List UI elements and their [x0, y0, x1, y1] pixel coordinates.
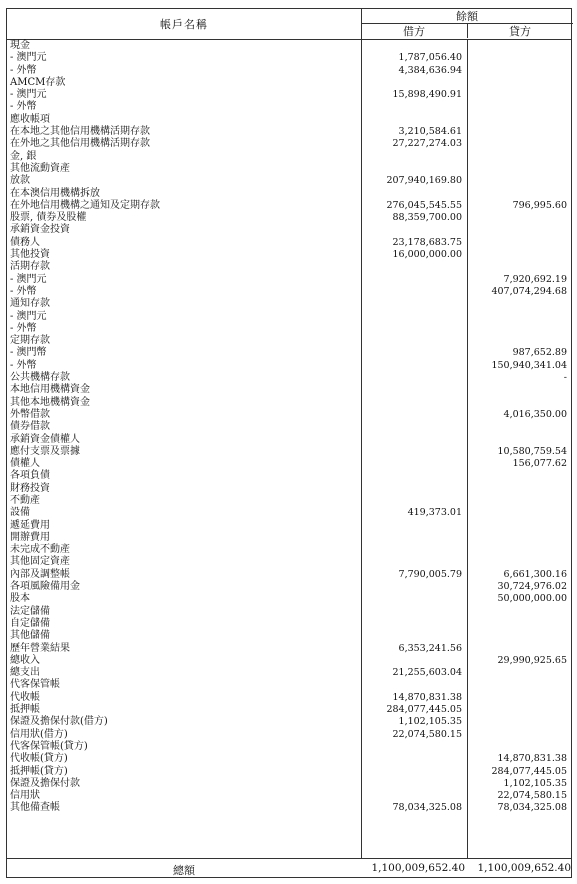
credit-value: 30,724,976.02 — [497, 581, 567, 593]
debit-value: 3,210,584.61 — [398, 126, 462, 138]
credit-value: 1,102,105.35 — [503, 777, 567, 789]
debit-value: 22,074,580.15 — [392, 728, 462, 740]
credit-value: 156,077.62 — [512, 458, 567, 470]
table-row — [7, 753, 571, 765]
table-row — [7, 126, 571, 138]
credit-value: - — [563, 372, 567, 384]
table-row — [7, 114, 571, 126]
table-row — [7, 224, 571, 236]
account-name: 財務投資 — [10, 482, 50, 494]
total-debit: 1,100,009,652.40 — [371, 862, 465, 874]
table-row — [7, 729, 571, 741]
account-name: 設備 — [10, 507, 30, 519]
table-row — [7, 458, 571, 470]
credit-value: 22,074,580.15 — [497, 790, 567, 802]
debit-header: 借方 — [361, 23, 468, 38]
total-row — [7, 858, 571, 880]
table-row — [7, 643, 571, 655]
table-row — [7, 65, 571, 77]
account-name: - 外幣 — [10, 64, 37, 76]
account-name: 應付支票及票據 — [10, 445, 80, 457]
table-row — [7, 446, 571, 458]
table-row — [7, 347, 571, 359]
debit-value: 27,227,274.03 — [392, 138, 462, 150]
credit-header: 貸方 — [509, 24, 531, 38]
account-name: 代收帳 — [10, 691, 40, 703]
table-row — [7, 151, 571, 163]
table-row — [7, 618, 571, 630]
table-row — [7, 409, 571, 421]
account-name: 信用狀 — [10, 790, 40, 802]
credit-value: 987,652.89 — [512, 347, 567, 359]
debit-value: 78,034,325.08 — [392, 802, 462, 814]
account-name: 債權人 — [10, 458, 40, 470]
table-row — [7, 483, 571, 495]
credit-value: 284,077,445.05 — [491, 765, 567, 777]
account-name: 其他儲備 — [10, 630, 50, 642]
table-header — [7, 9, 571, 39]
account-name: 放款 — [10, 175, 30, 187]
account-name: 承銷資金債權人 — [10, 433, 80, 445]
account-name: 代收帳(貸方) — [10, 753, 68, 765]
account-name: - 外幣 — [10, 359, 37, 371]
total-label: 總額 — [173, 864, 195, 877]
account-name: 應收帳項 — [10, 113, 50, 125]
account-name: 遞延費用 — [10, 519, 50, 531]
table-row — [7, 372, 571, 384]
debit-value: 1,787,056.40 — [398, 52, 462, 64]
table-row — [7, 384, 571, 396]
table-row — [7, 323, 571, 335]
account-name: - 澳門元 — [10, 52, 47, 64]
account-name: 股票, 債券及股權 — [10, 212, 87, 224]
account-name: 未完成不動產 — [10, 544, 70, 556]
account-name: 各項負債 — [10, 470, 50, 482]
debit-value: 16,000,000.00 — [392, 249, 462, 261]
table-row — [7, 77, 571, 89]
table-row — [7, 200, 571, 212]
debit-value: 14,870,831.38 — [392, 691, 462, 703]
account-name: 在本澳信用機構拆放 — [10, 187, 100, 199]
account-name: 股本 — [10, 593, 30, 605]
credit-value: 796,995.60 — [512, 199, 567, 211]
table-row — [7, 138, 571, 150]
table-row — [7, 741, 571, 753]
table-row — [7, 298, 571, 310]
account-name: 其他投資 — [10, 249, 50, 261]
table-row — [7, 212, 571, 224]
debit-value: 207,940,169.80 — [386, 175, 462, 187]
account-name: 金, 銀 — [10, 150, 37, 162]
account-name: 在外地信用機構之通知及定期存款 — [10, 199, 160, 211]
table-row — [7, 237, 571, 249]
account-name: 總收入 — [10, 654, 40, 666]
credit-value: 29,990,925.65 — [497, 654, 567, 666]
table-row — [7, 40, 571, 52]
account-name: 其他流動資產 — [10, 162, 70, 174]
credit-value: 50,000,000.00 — [497, 593, 567, 605]
table-row — [7, 630, 571, 642]
debit-value: 6,353,241.56 — [398, 642, 462, 654]
account-name: 保證及擔保付款 — [10, 777, 80, 789]
account-name: 活期存款 — [10, 261, 50, 273]
table-row — [7, 495, 571, 507]
table-row — [7, 89, 571, 101]
table-row — [7, 286, 571, 298]
table-row — [7, 52, 571, 64]
account-name: 本地信用機構資金 — [10, 384, 90, 396]
debit-value: 88,359,700.00 — [392, 212, 462, 224]
table-row — [7, 434, 571, 446]
account-name: 外幣借款 — [10, 408, 50, 420]
account-name: 保證及擔保付款(借方) — [10, 716, 108, 728]
table-row — [7, 311, 571, 323]
table-row — [7, 802, 571, 814]
account-name: 在本地之其他信用機構活期存款 — [10, 126, 150, 138]
account-name: AMCM存款 — [10, 76, 66, 88]
table-row — [7, 593, 571, 605]
table-row — [7, 175, 571, 187]
account-name: 歷年營業結果 — [10, 642, 70, 654]
account-name: - 澳門幣 — [10, 347, 47, 359]
table-row — [7, 397, 571, 409]
balance-header: 餘額 — [361, 9, 573, 24]
table-row — [7, 249, 571, 261]
table-row — [7, 704, 571, 716]
table-row — [7, 470, 571, 482]
table-row — [7, 692, 571, 704]
account-name: 自定儲備 — [10, 617, 50, 629]
table-row — [7, 778, 571, 790]
account-name: 其他備查帳 — [10, 802, 60, 814]
table-row — [7, 581, 571, 593]
credit-value: 78,034,325.08 — [497, 802, 567, 814]
total-credit: 1,100,009,652.40 — [477, 862, 571, 874]
table-row — [7, 716, 571, 728]
credit-value: 407,074,294.68 — [491, 285, 567, 297]
account-name: 現金 — [10, 40, 30, 51]
account-name: - 澳門元 — [10, 273, 47, 285]
debit-value: 1,102,105.35 — [398, 716, 462, 728]
account-name: 信用狀(借方) — [10, 728, 68, 740]
table-row — [7, 606, 571, 618]
table-row — [7, 261, 571, 273]
table-row — [7, 163, 571, 175]
table-row — [7, 790, 571, 802]
account-name: 內部及調整帳 — [10, 568, 70, 580]
account-name: - 外幣 — [10, 285, 37, 297]
table-row — [7, 335, 571, 347]
account-name: 其他固定資產 — [10, 556, 70, 568]
table-row — [7, 360, 571, 372]
credit-value: 4,016,350.00 — [503, 408, 567, 420]
debit-value: 23,178,683.75 — [392, 236, 462, 248]
table-row — [7, 520, 571, 532]
debit-value: 419,373.01 — [407, 507, 462, 519]
table-row — [7, 556, 571, 568]
account-name: 法定儲備 — [10, 605, 50, 617]
table-row — [7, 544, 571, 556]
credit-value: 14,870,831.38 — [497, 753, 567, 765]
account-name: 代客保管帳 — [10, 679, 60, 691]
account-name: - 澳門元 — [10, 310, 47, 322]
table-row — [7, 569, 571, 581]
account-name: 承銷資金投資 — [10, 224, 70, 236]
table-row — [7, 101, 571, 113]
credit-value: 6,661,300.16 — [503, 568, 567, 580]
table-row — [7, 655, 571, 667]
account-name: 各項風險備用金 — [10, 581, 80, 593]
account-name: - 外幣 — [10, 322, 37, 334]
account-name: 通知存款 — [10, 298, 50, 310]
debit-value: 21,255,603.04 — [392, 667, 462, 679]
account-name: 抵押帳(貸方) — [10, 765, 68, 777]
balance-sheet-table — [6, 8, 572, 878]
account-rows — [7, 40, 571, 815]
table-row — [7, 679, 571, 691]
debit-value: 284,077,445.05 — [386, 704, 462, 716]
account-name-header: 帳戶名稱 — [7, 9, 362, 39]
table-row — [7, 188, 571, 200]
account-name: 在外地之其他信用機構活期存款 — [10, 138, 150, 150]
account-name: 總支出 — [10, 667, 40, 679]
table-row — [7, 766, 571, 778]
account-name: 不動產 — [10, 494, 40, 506]
account-name: 代客保管帳(貸方) — [10, 740, 88, 752]
account-name: 公共機構存款 — [10, 372, 70, 384]
account-name: 開辦費用 — [10, 531, 50, 543]
credit-value: 10,580,759.54 — [497, 445, 567, 457]
table-row — [7, 667, 571, 679]
table-row — [7, 274, 571, 286]
debit-value: 4,384,636.94 — [398, 64, 462, 76]
debit-value: 276,045,545.55 — [386, 199, 462, 211]
account-name: 債券借款 — [10, 421, 50, 433]
account-name: 其他本地機構資金 — [10, 396, 90, 408]
debit-value: 7,790,005.79 — [398, 568, 462, 580]
credit-value: 150,940,341.04 — [491, 359, 567, 371]
account-name: 定期存款 — [10, 335, 50, 347]
account-name: - 外幣 — [10, 101, 37, 113]
account-name: 抵押帳 — [10, 704, 40, 716]
account-name: 債務人 — [10, 236, 40, 248]
table-row — [7, 421, 571, 433]
table-row — [7, 507, 571, 519]
account-name: - 澳門元 — [10, 89, 47, 101]
debit-value: 15,898,490.91 — [392, 89, 462, 101]
credit-value: 7,920,692.19 — [503, 273, 567, 285]
table-row — [7, 532, 571, 544]
